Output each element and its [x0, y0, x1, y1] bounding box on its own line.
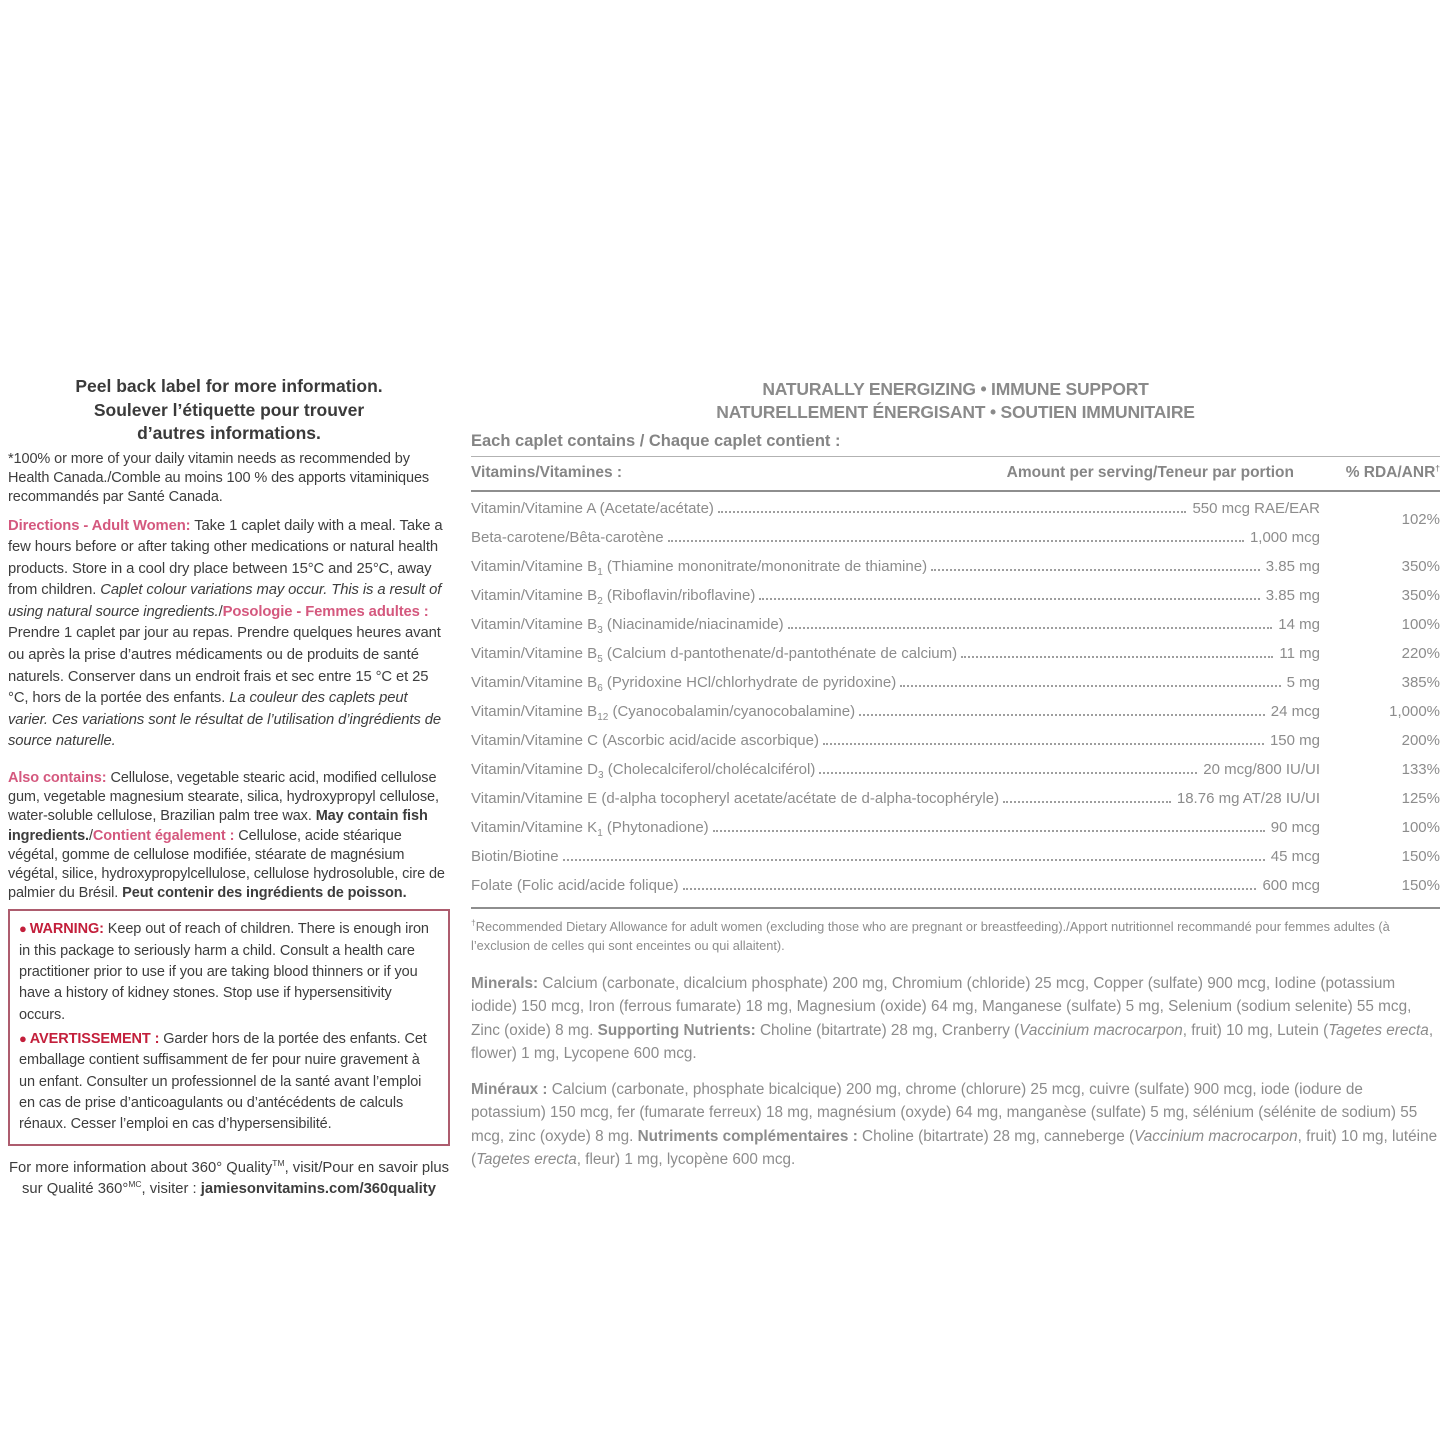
minerals-paragraph-en: [471, 972, 1440, 1065]
vitamin-name-text: Biotin/Biotine: [471, 848, 559, 865]
column-vitamins: Vitamins/Vitamines :: [471, 464, 623, 481]
rda-value: 1,000%: [1389, 703, 1440, 720]
rda-cell: [1320, 497, 1440, 528]
table-row: [471, 845, 1440, 874]
directions-text-fr: Prendre 1 caplet par jour au repas. Prendre quelques heures avant ou après la prise d’autres médicaments ou de produits de santé naturels. Conserver dans un endroit frais et sec entre 15 °C et 25 °C, hors de la portée des enfants.: [8, 625, 441, 707]
directions-paragraph: [8, 516, 450, 754]
table-row: [471, 613, 1440, 642]
vitamin-name-sub: 1: [597, 567, 603, 578]
vitamin-name-sub: 1: [597, 828, 603, 839]
column-rda-text: % RDA/ANR: [1345, 464, 1436, 481]
trademark-sup: TM: [272, 1158, 285, 1169]
vitamin-name-text: Vitamin/Vitamine B: [471, 674, 598, 691]
quality-footer: [8, 1158, 450, 1200]
minerals-paragraph-fr: [471, 1078, 1440, 1171]
rda-value: 150%: [1401, 877, 1440, 894]
minerals-text-en-3: , fruit) 10 mg, Lutein (: [1182, 1021, 1329, 1039]
claims-heading-en: NATURALLY ENERGIZING • IMMUNE SUPPORT: [762, 379, 1149, 399]
vitamin-name-text: (Thiamine mononitrate/mononitrate de thiamine): [602, 558, 928, 575]
dot-leader: [823, 743, 1264, 745]
amount-value: 600 mcg: [1262, 877, 1320, 894]
vitamins-table: [471, 456, 1440, 909]
vitamin-name-text: Folate (Folic acid/acide folique): [471, 877, 679, 894]
bullet-icon: ●: [19, 1030, 27, 1046]
vitamin-name-sub: 5: [597, 654, 603, 665]
peel-line-3: d’autres informations.: [137, 423, 321, 443]
minerals-text-fr-2: Choline (bitartrate) 28 mg, canneberge (: [862, 1127, 1135, 1145]
right-column: [471, 378, 1440, 1171]
column-rda: [1320, 464, 1440, 482]
vitamin-name-text: (Cholecalciferol/cholécalciférol): [603, 761, 816, 778]
vitamin-name-text: Vitamin/Vitamine B: [471, 703, 598, 720]
vitamin-name: [471, 497, 714, 526]
table-row: [471, 584, 1440, 613]
rda-value: 102%: [1401, 511, 1440, 528]
left-column: [8, 375, 450, 1200]
also-contains-paragraph: [8, 769, 450, 903]
supporting-nutrients-label-en: Supporting Nutrients:: [597, 1021, 760, 1039]
table-row: [471, 816, 1440, 845]
column-amount: Amount per serving/Teneur par portion: [1006, 464, 1294, 481]
vitamin-name-sub: 12: [597, 712, 609, 723]
warning-fr: [19, 1028, 438, 1135]
vitamin-name: [471, 642, 957, 671]
also-text-en: Cellulose, vegetable stearic acid, modified cellulose gum, vegetable magnesium stearate, silica, hydroxypropyl cellulose, water-soluble cellulose, Brazilian palm tree wax.: [8, 770, 439, 825]
warning-box: [8, 909, 450, 1146]
amount-value: 5 mg: [1286, 674, 1320, 691]
also-label-fr: Contient également :: [92, 827, 235, 844]
vitamin-name-text: Vitamin/Vitamine B: [471, 587, 598, 604]
minerals-label-en: Minerals:: [471, 975, 543, 992]
rda-value: 350%: [1401, 587, 1440, 604]
amount-value: 90 mcg: [1270, 819, 1320, 836]
species-italic: Vaccinium macrocarpon: [1134, 1127, 1298, 1145]
vitamin-name-text: Vitamin/Vitamine C (Ascorbic acid/acide ascorbique): [471, 732, 819, 749]
vitamin-name-text: Beta-carotene/Bêta-carotène: [471, 529, 664, 546]
directions-label-fr: Posologie - Femmes adultes :: [222, 603, 429, 620]
vitamin-name-text: Vitamin/Vitamine K: [471, 819, 598, 836]
dot-leader: [668, 540, 1244, 542]
rda-value: 125%: [1401, 790, 1440, 807]
minerals-text-en-2: Choline (bitartrate) 28 mg, Cranberry (: [759, 1021, 1020, 1039]
dot-leader: [718, 511, 1187, 513]
table-row: [471, 642, 1440, 671]
amount-value: 3.85 mg: [1265, 587, 1320, 604]
vitamin-name: [471, 613, 784, 642]
dot-leader: [961, 656, 1273, 658]
vitamin-name-text: (Pyridoxine HCl/chlorhydrate de pyridoxine): [602, 674, 897, 691]
peel-line-2: Soulever l’étiquette pour trouver: [93, 399, 365, 420]
dot-leader: [859, 714, 1265, 716]
amount-value: 18.76 mg AT/28 IU/UI: [1176, 790, 1320, 807]
also-slash: /: [88, 827, 93, 844]
vitamin-name-text: Vitamin/Vitamine B: [471, 616, 598, 633]
warning-label-en: WARNING:: [29, 921, 104, 938]
dot-leader: [563, 859, 1265, 861]
vitamin-name-text: Vitamin/Vitamine D: [471, 761, 599, 778]
mc-sup: MC: [128, 1179, 142, 1190]
dot-leader: [759, 598, 1259, 600]
vitamin-name: [471, 584, 755, 613]
minerals-text-en-1: Calcium (carbonate, dicalcium phosphate) 200 mg, Chromium (chloride) 25 mcg, Copper (sulfate) 900 mcg, Iodine (potassium iodide) 150 mcg, Iron (ferrous fumarate) 18 mg, Magnesium (oxide) 64 mg, Manganese (sulfate) 5 mg, Selenium (sodium selenite) 55 mcg, Zinc (oxide) 8 mg.: [471, 975, 1412, 1039]
also-bold-fr: Peut contenir des ingrédients de poisson.: [122, 885, 407, 902]
website-url: jamiesonvitamins.com/360quality: [200, 1181, 436, 1198]
table-row: [471, 671, 1440, 700]
vitamin-name: [471, 787, 999, 816]
contains-heading: Each caplet contains / Chaque caplet contient :: [471, 432, 841, 450]
table-header: [471, 457, 1440, 492]
warning-label-fr: AVERTISSEMENT :: [29, 1030, 160, 1047]
rda-value: 350%: [1401, 558, 1440, 575]
amount-value: 3.85 mg: [1265, 558, 1320, 575]
amount-value: 11 mg: [1279, 645, 1320, 662]
claims-heading-fr: NATURELLEMENT ÉNERGISANT • SOUTIEN IMMUNITAIRE: [716, 402, 1195, 422]
rda-value: 150%: [1401, 848, 1440, 865]
amount-value: 45 mcg: [1270, 848, 1320, 865]
vitamin-name-text: (Phytonadione): [602, 819, 709, 836]
minerals-text-fr-4: , fleur) 1 mg, lycopène 600 mcg.: [576, 1151, 796, 1169]
vitamin-name-text: (Niacinamide/niacinamide): [602, 616, 784, 633]
vitamin-name-text: Vitamin/Vitamine E (d-alpha tocopheryl acetate/acétate de d-alpha-tocophéryle): [471, 790, 1000, 807]
vitamin-name-sub: 2: [597, 596, 603, 607]
table-body: [471, 492, 1440, 909]
amount-value: 24 mcg: [1270, 703, 1320, 720]
minerals-label-fr: Minéraux :: [471, 1081, 552, 1099]
vitamin-name-sub: 3: [598, 770, 604, 781]
peel-line-1: Peel back label for more information.: [75, 376, 383, 396]
footer-text-3: , visiter :: [141, 1181, 201, 1198]
rda-value: 133%: [1401, 761, 1440, 778]
vitamin-name: [471, 874, 679, 903]
also-label-en: Also contains:: [8, 770, 107, 787]
asterisk-note: *100% or more of your daily vitamin needs as recommended by Health Canada./Comble au moins 100 % des apports vitaminiques recommandés par Santé Canada.: [8, 450, 430, 505]
dagger-icon: †: [471, 917, 476, 928]
vitamin-name-text: Vitamin/Vitamine A (Acetate/acétate): [471, 500, 714, 517]
amount-value: 14 mg: [1278, 616, 1320, 633]
amount-value: 550 mcg RAE/EAR: [1192, 500, 1320, 517]
vitamin-name: [471, 700, 855, 729]
dot-leader: [788, 627, 1273, 629]
rda-value: 100%: [1401, 819, 1440, 836]
bullet-icon: ●: [19, 921, 27, 937]
vitamin-name: [471, 758, 815, 787]
dot-leader: [713, 830, 1265, 832]
table-footnote: [471, 917, 1440, 955]
vitamin-name-text: (Cyanocobalamin/cyanocobalamine): [608, 703, 856, 720]
warning-en: [19, 918, 438, 1025]
vitamin-name: [471, 816, 709, 845]
dot-leader: [683, 888, 1257, 890]
dot-leader: [819, 772, 1197, 774]
rda-value: 200%: [1401, 732, 1440, 749]
directions-italic-en: Caplet colour variations may occur. This is a result of using natural source ingredients.: [8, 582, 442, 620]
dot-leader: [900, 685, 1280, 687]
vitamin-name: [471, 729, 819, 758]
vitamin-name: [471, 555, 927, 584]
dot-leader: [931, 569, 1260, 571]
vitamin-name-text: Vitamin/Vitamine B: [471, 645, 598, 662]
footer-text-1: For more information about 360° Quality: [8, 1160, 273, 1177]
vitamin-name: [471, 526, 664, 555]
vitamin-name: [471, 671, 896, 700]
dot-leader: [1003, 801, 1171, 803]
also-bold-en: May contain fish ingredients.: [8, 808, 428, 844]
warning-text-fr: Garder hors de la portée des enfants. Cet emballage contient suffisamment de fer pour nuire gravement à un enfant. Consulter un professionnel de la santé avant l’emploi en cas de prise d’anticoagulants ou d’antécédents de calculs rénaux. Cesser l’emploi en cas d’hypersensibilité.: [19, 1030, 427, 1133]
rda-value: 385%: [1401, 674, 1440, 691]
table-row: [471, 700, 1440, 729]
directions-italic-fr: La couleur des caplets peut varier. Ces variations sont le résultat de l’utilisation d’ingrédients de source naturelle.: [8, 690, 441, 750]
directions-label-en: Directions - Adult Women:: [8, 517, 191, 534]
vitamin-name-text: (Riboflavin/riboflavine): [602, 587, 756, 604]
warning-text-en: Keep out of reach of children. There is enough iron in this package to seriously harm a child. Consult a health care practitioner prior to use if you are taking blood thinners or if you have a history of kidney stones. Stop use if hypersensitivity occurs.: [19, 921, 429, 1023]
vitamin-name-text: Vitamin/Vitamine B: [471, 558, 598, 575]
minerals-text-en-4: , flower) 1 mg, Lycopene 600 mcg.: [471, 1021, 1434, 1062]
species-italic: Vaccinium macrocarpon: [1019, 1021, 1183, 1039]
species-italic: Tagetes erecta: [1328, 1021, 1429, 1039]
amount-value: 20 mcg/800 IU/UI: [1203, 761, 1320, 778]
table-row: [471, 497, 1440, 526]
dagger-icon: †: [1435, 462, 1440, 473]
table-row: [471, 787, 1440, 816]
claims-heading: [471, 378, 1440, 424]
vitamin-name: [471, 845, 559, 874]
vitamin-name-text: (Calcium d-pantothenate/d-pantothénate de calcium): [602, 645, 958, 662]
table-row: [471, 729, 1440, 758]
vitamin-name-sub: 6: [597, 683, 603, 694]
amount-value: 150 mg: [1269, 732, 1320, 749]
footnote-text: Recommended Dietary Allowance for adult women (excluding those who are pregnant or breastfeeding)./Apport nutritionnel recommandé pour femmes adultes (à l’exclusion de celles qui sont enceintes ou qui allaitent).: [471, 919, 1390, 953]
minerals-text-fr-1: Calcium (carbonate, phosphate bicalcique) 200 mg, chrome (chlorure) 25 mcg, cuivre (sulfate) 900 mcg, iode (iodure de potassium) 150 mcg, fer (fumarate ferreux) 18 mg, magnésium (oxyde) 64 mg, manganèse (sulfate) 5 mg, sélénium (sélénite de sodium) 55 mcg, zinc (oxyde) 8 mg.: [471, 1081, 1418, 1145]
table-row: [471, 874, 1440, 903]
amount-value: 1,000 mcg: [1249, 529, 1320, 546]
supporting-nutrients-label-fr: Nutriments complémentaires :: [637, 1127, 863, 1145]
species-italic: Tagetes erecta: [476, 1151, 577, 1169]
rda-value: 100%: [1401, 616, 1440, 633]
also-text-fr: Cellulose, acide stéarique végétal, gomme de cellulose modifiée, stéarate de magnésium végétal, silice, hydroxypropylcellulose, cellulose hydrosoluble, cire de palmier du Brésil.: [8, 827, 445, 902]
directions-slash: /: [218, 603, 223, 620]
minerals-text-fr-3: , fruit) 10 mg, lutéine (: [471, 1127, 1438, 1169]
footer-text-2: , visit/Pour en savoir plus sur Qualité 360°: [22, 1160, 450, 1198]
table-row: [471, 758, 1440, 787]
rda-value: 220%: [1401, 645, 1440, 662]
peel-instruction: [8, 375, 450, 446]
table-row: [471, 526, 1440, 555]
vitamin-name-sub: 3: [597, 625, 603, 636]
table-row: [471, 555, 1440, 584]
directions-text-en: Take 1 caplet daily with a meal. Take a few hours before or after taking other medications or natural health products. Store in a cool dry place between 15°C and 25°C, away from children.: [8, 517, 443, 599]
